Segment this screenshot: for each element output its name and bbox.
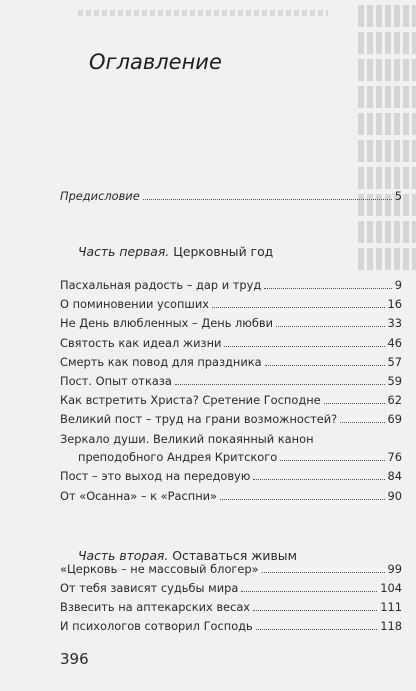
part-label: Часть вторая. <box>78 548 169 563</box>
toc-entry-page: 76 <box>387 450 402 464</box>
toc-entry <box>60 601 402 615</box>
dot-leader <box>280 460 384 461</box>
dot-leader <box>265 365 385 366</box>
toc-entry <box>60 279 402 293</box>
toc-entry-label: преподобного Андрея Критского <box>78 450 278 464</box>
toc-entry <box>60 317 402 331</box>
toc-entry-page: 9 <box>394 278 402 292</box>
toc-entry-page: 111 <box>380 600 402 614</box>
toc-entry-label: Предисловие <box>60 189 140 203</box>
toc-entry-label: Смерть как повод для праздника <box>60 355 262 369</box>
dot-leader <box>175 384 385 385</box>
toc-entry-label: Не День влюбленных – День любви <box>60 316 274 330</box>
toc-entry-page: 84 <box>387 469 402 483</box>
part-heading-2 <box>78 548 297 563</box>
toc-entry-page: 59 <box>387 374 402 388</box>
toc-entry-page: 118 <box>380 619 402 633</box>
toc-entry-page: 46 <box>387 336 402 350</box>
toc-entry-label: Как встретить Христа? Сретение Господне <box>60 393 321 407</box>
toc-entry-label: От «Осанна» – к «Распни» <box>60 489 218 503</box>
toc-entry-label: Великий пост – труд на грани возможностей? <box>60 412 338 426</box>
toc-entry-page: 57 <box>387 355 402 369</box>
toc-entry <box>60 413 402 427</box>
part-name: Оставаться живым <box>172 548 297 563</box>
part-heading-1 <box>78 244 273 259</box>
toc-entry-page: 5 <box>394 189 402 203</box>
dot-leader <box>253 479 384 480</box>
toc-entry-page: 99 <box>387 562 402 576</box>
toc-entry-label: Пост. Опыт отказа <box>60 374 172 388</box>
dot-leader <box>212 307 385 308</box>
dot-leader <box>340 422 384 423</box>
toc-entry <box>60 470 402 484</box>
toc-entry-page: 62 <box>387 393 402 407</box>
part-name: Церковный год <box>173 244 274 259</box>
page-title: Оглавление <box>89 50 222 74</box>
toc-entry <box>60 375 402 389</box>
dot-leader <box>262 572 385 573</box>
dot-leader <box>143 199 392 200</box>
toc-entry-page: 69 <box>387 412 402 426</box>
toc-entry-label: От тебя зависят судьбы мира <box>60 581 239 595</box>
toc-entry-multiline <box>78 451 402 465</box>
dot-leader <box>224 346 384 347</box>
dot-leader <box>241 591 377 592</box>
toc-entry <box>60 298 402 312</box>
dot-leader <box>276 326 384 327</box>
toc-entry-page: 90 <box>387 489 402 503</box>
toc-entry-page: 16 <box>387 297 402 311</box>
dot-leader <box>220 499 384 500</box>
toc-entry-label: «Церковь – не массовый блогер» <box>60 562 259 576</box>
toc-entry <box>60 356 402 370</box>
toc-entry-label: И психологов сотворил Господь <box>60 619 253 633</box>
running-head-bleed <box>78 10 328 16</box>
dot-leader <box>264 288 392 289</box>
dot-leader <box>253 610 377 611</box>
toc-entry <box>60 620 402 634</box>
toc-entry <box>60 563 402 577</box>
facing-page-bleed <box>354 0 416 300</box>
dot-leader <box>324 403 385 404</box>
toc-entry-label: Пасхальная радость – дар и труд <box>60 278 262 292</box>
toc-entry-label: Пост – это выход на передовую <box>60 469 251 483</box>
toc-entry-preface <box>60 190 402 204</box>
part-label: Часть первая. <box>78 244 170 259</box>
dot-leader <box>256 629 377 630</box>
page-number: 396 <box>60 650 89 668</box>
toc-entry-label: Святость как идеал жизни <box>60 336 222 350</box>
toc-entry-page: 104 <box>380 581 402 595</box>
toc-entry <box>60 582 402 596</box>
toc-entry-page: 33 <box>387 316 402 330</box>
toc-entry-multiline-first-line: Зеркало души. Великий покаянный канон <box>60 432 314 446</box>
toc-entry-label: Взвесить на аптекарских весах <box>60 600 251 614</box>
toc-entry <box>60 490 402 504</box>
toc-entry <box>60 394 402 408</box>
toc-entry-label: О поминовении усопших <box>60 297 209 311</box>
toc-entry <box>60 337 402 351</box>
